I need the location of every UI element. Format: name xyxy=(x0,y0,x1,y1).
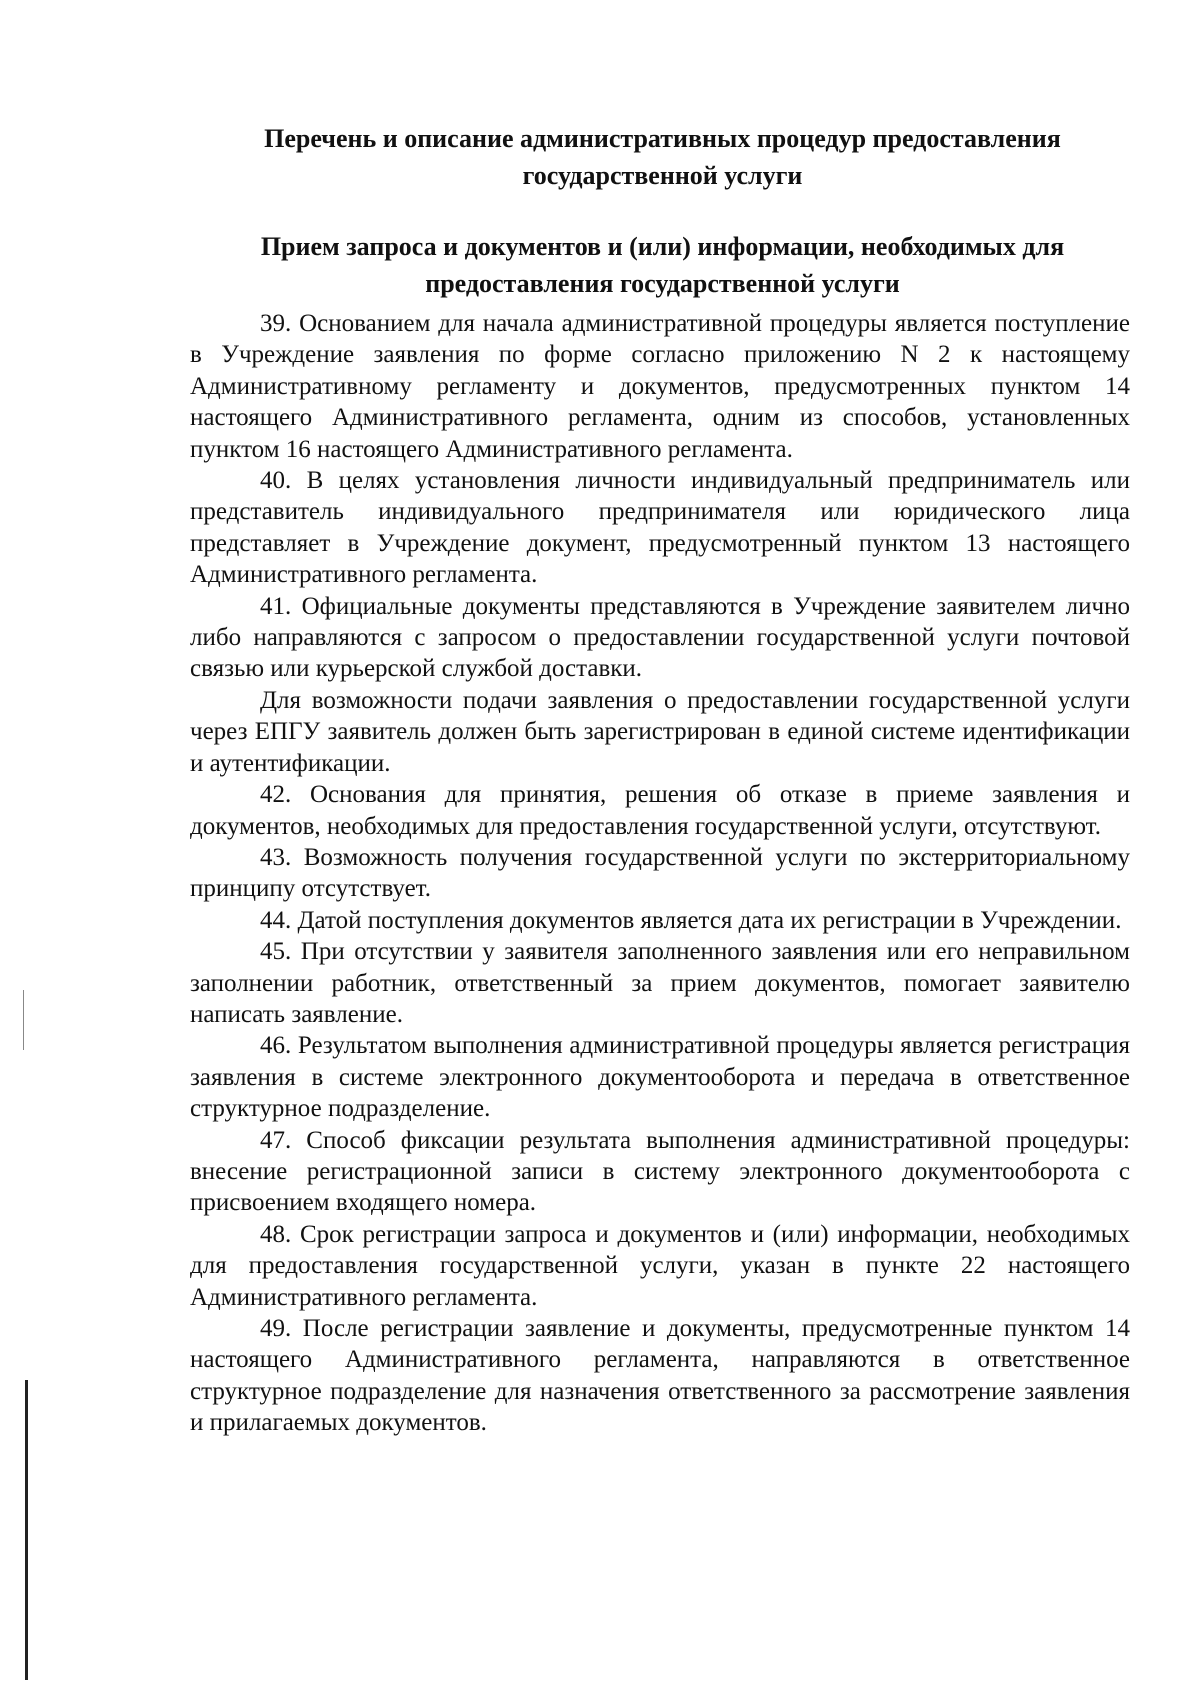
paragraph-45: 45. При отсутствии у заявителя заполненного заявления или его неправильном заполнении работник, ответственный за прием документов, помогает заявителю написать заявление. xyxy=(190,938,1130,1028)
document-title: Перечень и описание административных процедур предоставления государственной услуги xyxy=(264,124,1061,190)
scan-edge-mark xyxy=(25,1380,28,1680)
paragraph-39: 39. Основанием для начала административной процедуры является поступление в Учреждение заявления по форме согласно приложению N 2 к настоящему Административному регламенту и документов, предусмотренных пунктом 14 настоящего Административного регламента, одним из способов, установленных пунктом 16 настоящего Административного регламента. xyxy=(190,310,1130,463)
paragraph-43: 43. Возможность получения государственной услуги по экстерриториальному принципу отсутствует. xyxy=(190,843,1130,903)
paragraph-48: 48. Срок регистрации запроса и документов и (или) информации, необходимых для предоставления государственной услуги, указан в пункте 22 настоящего Административного регламента. xyxy=(190,1220,1130,1311)
paragraph-42: 42. Основания для принятия, решения об отказе в приеме заявления и документов, необходимых для предоставления государственной услуги, отсутствуют. xyxy=(190,781,1130,840)
document-body xyxy=(190,308,1130,1439)
paragraph-41: 41. Официальные документы представляются в Учреждение заявителем лично либо направляются с запросом о предоставлении государственной услуги почтовой связью или курьерской службой доставки. xyxy=(190,592,1130,683)
paragraph-41-epgu: Для возможности подачи заявления о предоставлении государственной услуги через ЕПГУ заявитель должен быть зарегистрирован в единой системе идентификации и аутентификации. xyxy=(190,686,1130,777)
section-title: Прием запроса и документов и (или) информации, необходимых для предоставления государственной услуги xyxy=(260,232,1065,298)
paragraph-44: 44. Датой поступления документов является дата их регистрации в Учреждении. xyxy=(260,906,1122,934)
paragraph-46: 46. Результатом выполнения административной процедуры является регистрация заявления в системе электронного документооборота и передача в ответственное структурное подразделение. xyxy=(190,1032,1130,1123)
heading-block xyxy=(190,120,1135,302)
scan-edge-mark-thin xyxy=(23,990,24,1050)
paragraph-47: 47. Способ фиксации результата выполнения административной процедуры: внесение регистрационной записи в систему электронного документооборота с присвоением входящего номера. xyxy=(190,1126,1130,1217)
paragraph-49: 49. После регистрации заявление и документы, предусмотренные пунктом 14 настоящего Административного регламента, направляются в ответственное структурное подразделение для назначения ответственного за рассмотрение заявления и прилагаемых документов. xyxy=(190,1315,1130,1437)
paragraph-40: 40. В целях установления личности индивидуальный предприниматель или представитель индивидуального предпринимателя или юридического лица представляет в Учреждение документ, предусмотренный пунктом 13 настоящего Административного регламента. xyxy=(190,467,1130,589)
